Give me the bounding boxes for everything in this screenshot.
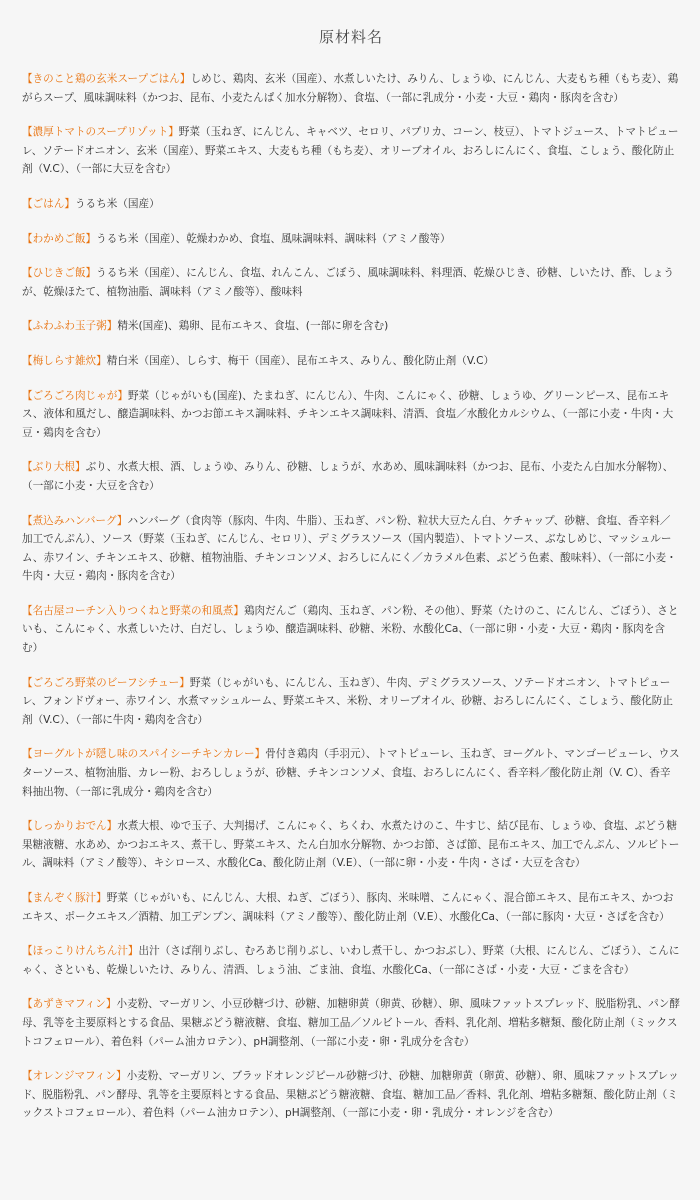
ingredient-entry	[22, 602, 680, 658]
ingredient-text: 水煮大根、ゆで玉子、大判揚げ、こんにゃく、ちくわ、水煮たけのこ、牛すじ、結び昆布、しょうゆ、食塩、ぶどう糖果糖液糖、水あめ、かつおエキス、煮干し、野菜エキス、たん白加水分解物、かつお節、さば節、昆布エキス、加工でんぷん、ソルビトール、調味料（アミノ酸等）、キシロース、水酸化Ca、酸化防止剤（V.E）、（一部に卵・小麦・牛肉・さば・大豆を含む）	[22, 820, 680, 870]
product-name: 【ほっこりけんちん汁】	[22, 945, 139, 958]
product-name: 【ぶり大根】	[22, 461, 86, 474]
ingredient-entry	[22, 1067, 680, 1123]
ingredient-entry	[22, 995, 680, 1051]
ingredient-text: 骨付き鶏肉（手羽元）、トマトピューレ、玉ねぎ、ヨーグルト、マンゴーピューレ、ウスターソース、植物油脂、カレー粉、おろししょうが、砂糖、チキンコンソメ、食塩、おろしにんにく、香辛料／酸化防止剤（V. C）、香辛料抽出物、（一部に乳成分・鶏肉を含む）	[22, 748, 680, 798]
product-name: 【ひじきご飯】	[22, 267, 97, 280]
ingredient-entry	[22, 352, 680, 371]
ingredient-text: 鶏肉だんご（鶏肉、玉ねぎ、パン粉、その他）、野菜（たけのこ、にんじん、ごぼう）、さといも、こんにゃく、水煮しいたけ、白だし、しょうゆ、醸造調味料、砂糖、米粉、水酸化Ca、（一部に卵・小麦・大豆・鶏肉・豚肉を含む）	[22, 604, 679, 655]
product-name: 【まんぞく豚汁】	[22, 892, 107, 904]
ingredient-text: うるち米（国産）、乾燥わかめ、食塩、風味調味料、調味料（アミノ酸等）	[96, 232, 451, 245]
ingredient-entry	[22, 317, 680, 336]
product-name: 【ごろごろ肉じゃが】	[22, 389, 128, 402]
ingredient-text: ぶり、水煮大根、酒、しょうゆ、みりん、砂糖、しょうが、水あめ、風味調味料（かつお、昆布、小麦たん白加水分解物）、（一部に小麦・大豆を含む）	[22, 461, 674, 492]
ingredient-text: ハンバーグ（食肉等（豚肉、牛肉、牛脂）、玉ねぎ、パン粉、粒状大豆たん白、ケチャップ、砂糖、食塩、香辛料／加工でんぷん）、ソース（野菜（玉ねぎ、にんじん、セロリ）、デミグラスソース（国内製造）、トマトソース、ぶなしめじ、マッシュルーム、赤ワイン、チキンエキス、砂糖、植物油脂、チキンコンソメ、おろしにんにく／カラメル色素、ぶどう色素、酸味料）、（一部に小麦・牛肉・大豆・鶏肉・豚肉を含む）	[22, 514, 677, 583]
ingredient-text: 野菜（じゃがいも(国産)、たまねぎ、にんじん）、牛肉、こんにゃく、砂糖、しょうゆ、グリーンピース、昆布エキス、液体和風だし、醸造調味料、かつお節エキス調味料、チキンエキス調味料、清酒、食塩／水酸化カルシウム、（一部に小麦・牛肉・大豆・鶏肉を含む）	[22, 389, 674, 439]
ingredient-text: 出汁（さば削りぶし、むろあじ削りぶし、いわし煮干し、かつおぶし）、野菜（大根、にんじん、ごぼう）、こんにゃく、さといも、乾燥しいたけ、みりん、清酒、しょう油、ごま油、食塩、水酸化Ca、（一部にさば・小麦・大豆・ごまを含む）	[22, 945, 680, 976]
ingredient-entry	[22, 458, 680, 495]
ingredient-entry	[22, 195, 680, 214]
product-name: 【きのこと鶏の玄米スープごはん】	[22, 73, 191, 85]
ingredient-text: しめじ、鶏肉、玄米（国産）、水煮しいたけ、みりん、しょうゆ、にんじん、大麦もち種（もち麦）、鶏がらスープ、風味調味料（かつお、昆布、小麦たんぱく加水分解物）、食塩、（一部に乳成分・小麦・大豆・鶏肉・豚肉を含む）	[22, 73, 679, 104]
product-name: 【濃厚トマトのスープリゾット】	[22, 126, 179, 139]
product-name: 【あずきマフィン】	[22, 998, 117, 1011]
ingredient-entry	[22, 817, 680, 873]
ingredient-text: 野菜（玉ねぎ、にんじん、キャベツ、セロリ、パプリカ、コーン、枝豆）、トマトジュース、トマトピューレ、ソテードオニオン、玄米（国産）、野菜エキス、大麦もち種（もち麦）、オリーブオイル、おろしにんにく、食塩、こしょう、酸化防止剤（V.C）、（一部に大豆を含む）	[22, 126, 679, 176]
ingredient-text: 野菜（じゃがいも、にんじん、大根、ねぎ、ごぼう）、豚肉、米味噌、こんにゃく、混合節エキス、昆布エキス、かつおエキス、ポークエキス／酒精、加工デンプン、調味料（アミノ酸等）、酸化防止剤（V.E）、水酸化Ca、（一部に豚肉・大豆・さばを含む）	[22, 892, 674, 923]
product-name: 【わかめご飯】	[22, 232, 97, 245]
ingredient-text: 小麦粉、マーガリン、小豆砂糖づけ、砂糖、加糖卵黄（卵黄、砂糖）、卵、風味ファットスプレッド、脱脂粉乳、パン酵母、乳等を主要原料とする食品、果糖ぶどう糖液糖、食塩、糖加工品／ソルビトール、香料、乳化剤、増粘多糖類、酸化防止剤（ミックストコフェロール）、着色料（パーム油カロテン）、pH調整剤、（一部に小麦・卵・乳成分を含む）	[22, 998, 680, 1048]
ingredient-entry	[22, 264, 680, 301]
ingredient-text: うるち米（国産）、にんじん、食塩、れんこん、ごぼう、風味調味料、料理酒、乾燥ひじき、砂糖、しいたけ、酢、しょうが、乾燥ほたて、植物油脂、調味料（アミノ酸等）、酸味料	[22, 267, 674, 298]
ingredient-entry	[22, 387, 680, 443]
ingredient-text: 精米(国産)、鶏卵、昆布エキス、食塩、(一部に卵を含む)	[117, 320, 389, 333]
product-name: 【煮込みハンバーグ】	[22, 514, 128, 527]
ingredient-entry	[22, 123, 680, 179]
ingredient-text: 野菜（じゃがいも、にんじん、玉ねぎ）、牛肉、デミグラスソース、ソテードオニオン、トマトピューレ、フォンドヴォー、赤ワイン、水煮マッシュルーム、野菜エキス、米粉、オリーブオイル、砂糖、おろしにんにく、こしょう、酸化防止剤（V.C）、（一部に牛肉・鶏肉を含む）	[22, 676, 673, 726]
product-name: 【ごはん】	[22, 197, 75, 210]
page-title: 原材料名	[318, 28, 383, 46]
ingredient-entry	[22, 889, 680, 926]
ingredient-text: 小麦粉、マーガリン、ブラッドオレンジピール砂糖づけ、砂糖、加糖卵黄（卵黄、砂糖）、卵、風味ファットスプレッド、脱脂粉乳、パン酵母、乳等を主要原料とする食品、果糖ぶどう糖液糖、食塩、糖加工品／香料、乳化剤、増粘多糖類、酸化防止剤（ミックストコフェロール）、着色料（パーム油カロテン）、pH調整剤、（一部に小麦・卵・乳成分・オレンジを含む）	[22, 1070, 679, 1120]
ingredient-entry	[22, 942, 680, 979]
ingredient-text: うるち米（国産）	[74, 197, 160, 210]
ingredient-entry	[22, 70, 680, 107]
product-name: 【ごろごろ野菜のビーフシチュー】	[22, 676, 190, 689]
product-name: 【梅しらす雑炊】	[22, 354, 107, 367]
ingredient-list	[22, 70, 680, 1139]
product-name: 【ヨーグルトが隠し味のスパイシーチキンカレー】	[22, 748, 266, 761]
ingredient-entry	[22, 674, 680, 730]
ingredient-entry	[22, 512, 680, 586]
product-name: 【しっかりおでん】	[22, 820, 118, 833]
ingredient-entry	[22, 745, 680, 801]
ingredient-text: 精白米（国産）、しらす、梅干（国産）、昆布エキス、みりん、酸化防止剤（V.C）	[106, 354, 495, 367]
product-name: 【ふわふわ玉子粥】	[22, 320, 118, 333]
product-name: 【名古屋コーチン入りつくねと野菜の和風煮】	[22, 604, 244, 617]
ingredient-entry	[22, 230, 680, 249]
product-name: 【オレンジマフィン】	[22, 1070, 127, 1083]
